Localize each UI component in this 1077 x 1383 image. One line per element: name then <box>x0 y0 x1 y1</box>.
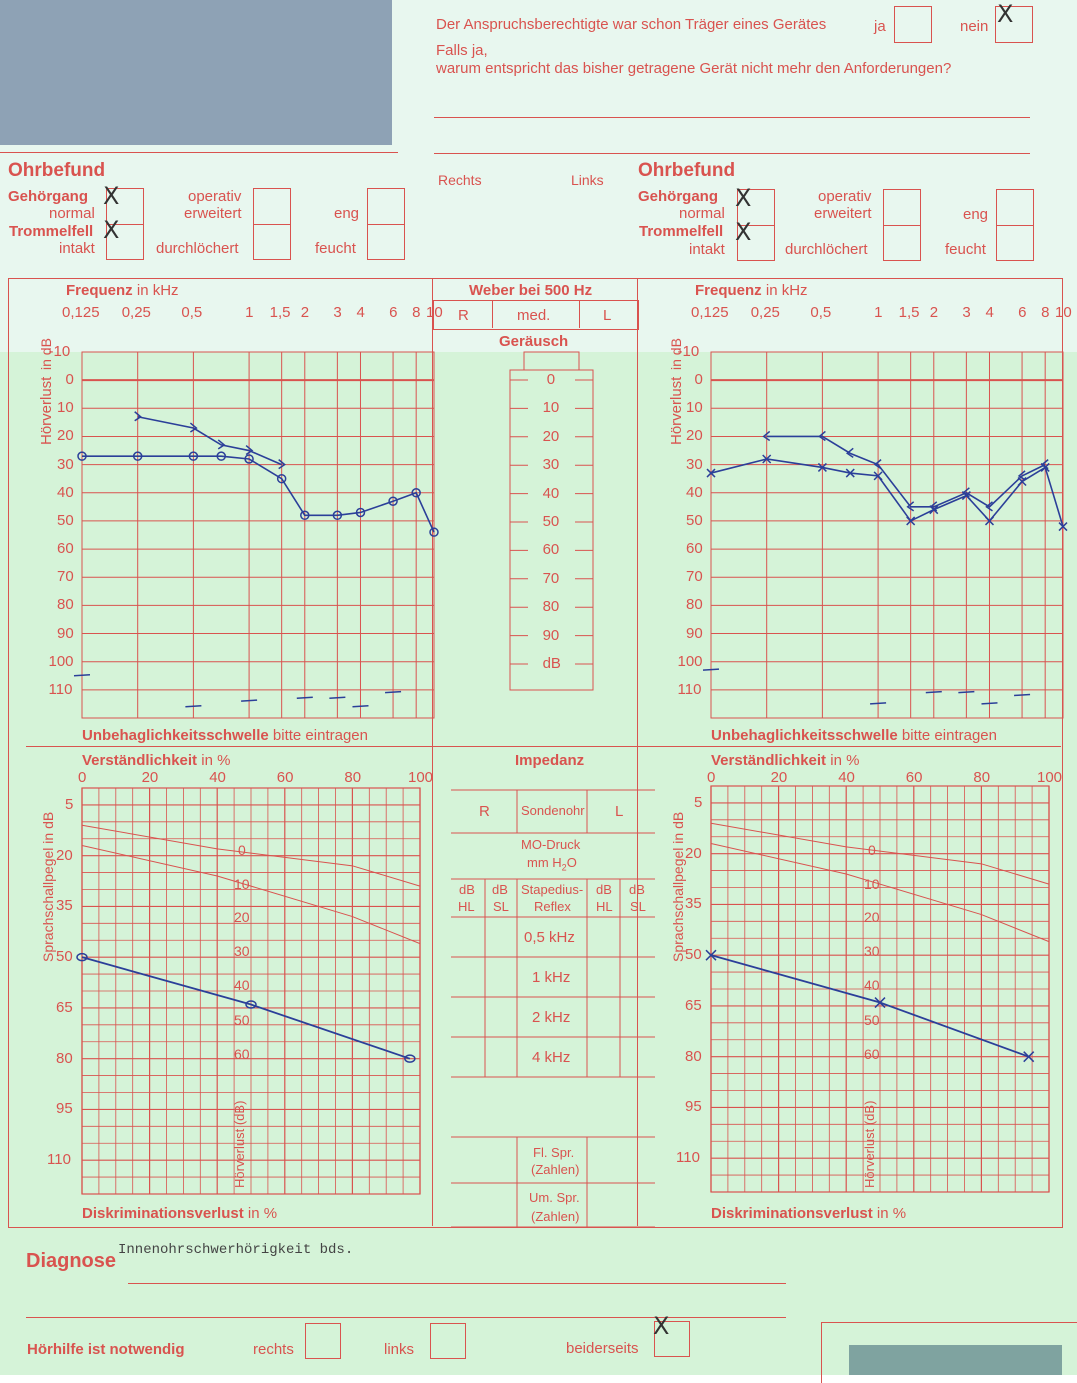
ubs-mark <box>981 703 997 704</box>
speech-x-tick: 20 <box>141 769 159 786</box>
db-header: dB <box>596 882 612 897</box>
hv-tick-label: 80 <box>57 596 74 614</box>
hv-curve-label: 10 <box>234 876 250 892</box>
diagnose-line-2[interactable] <box>26 1317 786 1318</box>
hv-tick-label: 40 <box>57 483 74 501</box>
ubs-mark <box>185 706 201 707</box>
in-db-label: in dB <box>668 338 684 370</box>
hv-tick-label: 70 <box>57 568 74 586</box>
freq-tick-label: 0,5 <box>181 304 203 321</box>
freq-tick-label: 1,5 <box>269 304 291 321</box>
gehoergang-label: Gehörgang <box>638 188 719 205</box>
hv-tick-label: 70 <box>686 568 703 586</box>
speech-x-tick: 60 <box>276 769 294 786</box>
audiogram-left-ear <box>703 352 1067 718</box>
speech-x-tick: 80 <box>344 769 362 786</box>
speech-y-tick: 65 <box>56 998 73 1016</box>
impedanz-sondenohr: Sondenohr <box>521 803 585 818</box>
ubs-mark <box>74 675 90 676</box>
unit-header: HL <box>458 899 475 914</box>
speech-x-tick: 80 <box>973 769 991 786</box>
hv-db-label: Hörverlust (dB) <box>862 1100 877 1188</box>
geraeusch-scale-label: 30 <box>542 456 560 474</box>
mm-h2o-label: mm $H_2O$ <box>527 855 577 873</box>
impedanz-title: Impedanz <box>515 752 585 769</box>
geraeusch-scale-label: dB <box>542 655 561 672</box>
prior-device-question: Der Anspruchsberechtigte war schon Träger eines Gerätes <box>436 16 827 33</box>
nein-label: nein <box>960 18 989 35</box>
eng-label: eng <box>963 206 989 223</box>
freq-tick-label: 1 <box>874 304 883 321</box>
hearing-curve <box>767 436 1045 506</box>
speech-title: Verständlichkeit in % <box>711 752 860 769</box>
operativ-label: operativ <box>188 188 242 205</box>
speech-y-tick: 80 <box>56 1049 73 1067</box>
speech-x-tick: 40 <box>209 769 226 786</box>
diagnose-text[interactable]: Innenohrschwerhörigkeit bds. <box>118 1242 354 1258</box>
erweitert-label: erweitert <box>814 205 872 222</box>
durchloechert-label: durchlöchert <box>156 240 239 257</box>
db-header: dB <box>492 882 508 897</box>
feucht-label: feucht <box>315 240 356 257</box>
speech-x-tick: 60 <box>905 769 923 786</box>
speech-y-tick: 35 <box>685 895 702 913</box>
reflex-freq-row: 1 kHz <box>532 969 571 986</box>
hv-tick-label: 50 <box>57 511 74 529</box>
signature-box <box>821 1322 1077 1383</box>
db-header: dB <box>629 882 645 897</box>
gehoergang-label: Gehörgang <box>8 188 89 205</box>
operativ-label: operativ <box>818 188 872 205</box>
speech-x-tick: 100 <box>1037 769 1063 786</box>
weber-med[interactable]: med. <box>517 307 551 324</box>
ubs-label: Unbehaglichkeitsschwelle bitte eintragen <box>711 727 997 744</box>
speech-x-tick: 100 <box>408 769 434 786</box>
freq-tick-label: 0,125 <box>691 304 729 321</box>
audiogram-frame <box>711 352 1063 718</box>
hoerverlust-axis-label: Hörverlust <box>668 376 685 445</box>
um-spr-label: Um. Spr. <box>529 1190 580 1205</box>
geraeusch-cap <box>524 352 579 370</box>
freq-title-r: Frequenz in kHz <box>66 282 179 299</box>
reflex-freq-row: 0,5 kHz <box>524 929 575 946</box>
freq-tick-label: 10 <box>1055 304 1072 321</box>
audiogram-frame <box>82 352 434 718</box>
speech-x-tick: 0 <box>707 769 716 786</box>
diagnose-label: Diagnose <box>26 1250 117 1272</box>
geraeusch-scale-label: 90 <box>542 626 560 644</box>
freq-tick-label: 0,25 <box>121 304 151 321</box>
hv-tick-label: 0 <box>694 371 703 389</box>
geraeusch-scale-label: 50 <box>542 513 560 530</box>
mo-druck-label: MO-Druck <box>521 837 581 852</box>
geraeusch-title: Geräusch <box>499 333 569 350</box>
speech-y-tick: 110 <box>47 1151 71 1169</box>
hv-tick-label: 30 <box>686 455 703 473</box>
geraeusch-scale-label: 0 <box>546 371 556 388</box>
hv-tick-label: 10 <box>686 399 703 417</box>
normal-check-mark: X <box>103 182 120 210</box>
hv-curve-label: 40 <box>864 977 880 993</box>
hv-curve-label: 50 <box>234 1012 250 1028</box>
hv-tick-label: 110 <box>677 680 702 698</box>
stapedius-label: Stapedius- <box>521 882 584 897</box>
hv-tick-label: 10 <box>57 399 74 417</box>
beiderseits-check-mark: X <box>653 1312 670 1340</box>
hoerhilfe-rechts-checkbox[interactable] <box>305 1323 341 1359</box>
ohrbefund-title: Ohrbefund <box>638 160 736 181</box>
reflex-freq-row: 4 kHz <box>532 1049 571 1066</box>
speech-y-tick: 20 <box>56 846 73 864</box>
weber-r[interactable]: R <box>458 307 469 324</box>
nein-check-mark: X <box>997 0 1014 28</box>
erweitert-label: erweitert <box>184 205 242 222</box>
speech-x-tick: 0 <box>78 769 87 786</box>
hoerverlust-axis-label: Hörverlust <box>38 376 55 445</box>
eng-label: eng <box>334 205 360 222</box>
ubs-mark <box>352 706 368 707</box>
hv-curve-label: 40 <box>234 977 250 993</box>
freq-tick-label: 1,5 <box>898 304 920 321</box>
freq-tick-label: 3 <box>962 304 971 321</box>
geraeusch-scale-label: 60 <box>542 541 560 559</box>
ubs-mark <box>958 692 974 693</box>
ubs-mark <box>926 692 942 693</box>
hv-tick-label: 0 <box>65 371 74 389</box>
hv-curve-label: 30 <box>864 943 880 959</box>
unit-header: HL <box>596 899 613 914</box>
hv-curve-label: 10 <box>864 876 880 892</box>
ubs-mark <box>385 692 401 693</box>
audiogram-right-ear <box>74 352 438 718</box>
normal-label: normal <box>49 205 95 222</box>
zahlen-label: (Zahlen) <box>531 1209 580 1224</box>
freq-tick-label: 4 <box>356 304 365 321</box>
freq-tick-label: 2 <box>300 304 310 321</box>
speech-x-tick: 40 <box>838 769 855 786</box>
diagnose-line-1[interactable] <box>128 1283 786 1284</box>
hv-tick-label: 100 <box>677 652 703 670</box>
ubs-label: Unbehaglichkeitsschwelle bitte eintragen <box>82 727 368 744</box>
speech-y-axis-label: Sprachschallpegel in dB <box>670 811 686 962</box>
hv-curve-label: 60 <box>234 1046 250 1062</box>
hv-curve-label: 20 <box>864 909 880 925</box>
speech-x-tick: 20 <box>770 769 788 786</box>
intakt-label: intakt <box>689 241 725 258</box>
hoerhilfe-links-label: links <box>384 1341 415 1358</box>
hv-tick-label: 50 <box>686 511 703 529</box>
reason-question: warum entspricht das bisher getragene Gerät nicht mehr den Anforderungen? <box>436 60 952 77</box>
geraeusch-scale-label: 70 <box>542 569 560 587</box>
hv-tick-label: 110 <box>48 680 73 698</box>
hv-tick-label: 90 <box>57 624 74 642</box>
trommelfell-label: Trommelfell <box>639 223 724 240</box>
freq-tick-label: 8 <box>412 304 421 321</box>
hv-tick-label: -10 <box>677 343 700 360</box>
durchloechert-label: durchlöchert <box>785 241 868 258</box>
discrimination-label: Diskriminationsverlust in % <box>711 1205 907 1222</box>
hv-curve-label: 60 <box>864 1046 880 1062</box>
impedanz-l: L <box>615 803 624 820</box>
freq-tick-label: 0,125 <box>62 304 100 321</box>
reflex-label: Reflex <box>534 899 571 914</box>
geraeusch-scale-label: 20 <box>542 427 560 445</box>
speech-title: Verständlichkeit in % <box>82 752 231 769</box>
freq-tick-label: 0,5 <box>810 304 832 321</box>
normal-label: normal <box>679 205 725 222</box>
intakt-check-mark: X <box>735 218 752 246</box>
freq-tick-label: 0,25 <box>750 304 780 321</box>
hv-db-label: Hörverlust (dB) <box>232 1100 247 1188</box>
speech-y-tick: 95 <box>685 1098 702 1116</box>
freq-tick-label: 1 <box>245 304 254 321</box>
ubs-mark <box>297 697 313 698</box>
speech-y-axis-label: Sprachschallpegel in dB <box>40 811 56 962</box>
freq-tick-label: 6 <box>1018 304 1027 321</box>
geraeusch-scale-label: 80 <box>542 598 560 616</box>
rechts-column-label: Rechts <box>438 172 482 188</box>
speech-y-tick: 5 <box>65 795 74 813</box>
ubs-mark <box>241 700 257 701</box>
weber-title: Weber bei 500 Hz <box>469 282 593 299</box>
hoerhilfe-label: Hörhilfe ist notwendig <box>27 1341 185 1358</box>
hv-tick-label: 40 <box>686 483 703 501</box>
hv-tick-label: 30 <box>57 455 74 473</box>
discrimination-label: Diskriminationsverlust in % <box>82 1205 278 1222</box>
falls-ja-label: Falls ja, <box>436 42 488 59</box>
speech-y-tick: 35 <box>56 897 73 915</box>
hoerhilfe-links-checkbox[interactable] <box>430 1323 466 1359</box>
ubs-mark <box>1014 694 1030 695</box>
geraeusch-scale-label: 10 <box>542 399 560 417</box>
ja-label: ja <box>874 18 886 35</box>
in-db-label: in dB <box>38 338 54 370</box>
unit-header: SL <box>493 899 509 914</box>
hearing-curve <box>138 417 282 465</box>
geraeusch-scale-label: 40 <box>542 484 560 502</box>
hv-tick-label: 60 <box>57 540 74 558</box>
hv-curve-label: 30 <box>234 943 250 959</box>
normal-check-mark: X <box>735 184 752 212</box>
hv-curve-label: 20 <box>234 909 250 925</box>
ubs-mark <box>703 669 719 670</box>
freq-tick-label: 2 <box>929 304 939 321</box>
hv-curve-label: 0 <box>868 842 876 858</box>
hv-tick-label: 100 <box>48 652 74 670</box>
hv-tick-label: 20 <box>686 427 703 445</box>
hv-tick-label: 90 <box>686 624 703 642</box>
weber-l[interactable]: L <box>603 307 612 324</box>
freq-tick-label: 3 <box>333 304 342 321</box>
db-header: dB <box>459 882 475 897</box>
speech-y-tick: 5 <box>694 793 703 811</box>
speech-y-tick: 50 <box>56 948 73 966</box>
unit-header: SL <box>630 899 646 914</box>
zahlen-label: (Zahlen) <box>531 1162 580 1177</box>
freq-tick-label: 4 <box>985 304 994 321</box>
impedanz-r: R <box>479 803 490 820</box>
reflex-freq-row: 2 kHz <box>532 1009 571 1026</box>
hv-tick-label: 20 <box>57 427 74 445</box>
feucht-label: feucht <box>945 241 986 258</box>
fl-spr-label: Fl. Spr. <box>533 1145 575 1160</box>
ohrbefund-title: Ohrbefund <box>8 160 106 181</box>
hv-tick-label: 60 <box>686 540 703 558</box>
speech-y-tick: 65 <box>685 996 702 1014</box>
ubs-mark <box>329 697 345 698</box>
hv-tick-label: -10 <box>48 343 71 360</box>
ubs-mark <box>870 703 886 704</box>
hoerhilfe-beiderseits-label: beiderseits <box>566 1340 639 1357</box>
speech-y-tick: 110 <box>676 1149 700 1167</box>
hv-tick-label: 80 <box>686 596 703 614</box>
speech-y-tick: 95 <box>56 1100 73 1118</box>
speech-y-tick: 20 <box>685 844 702 862</box>
intakt-label: intakt <box>59 240 95 257</box>
freq-title-l: Frequenz in kHz <box>695 282 808 299</box>
links-column-label: Links <box>571 172 604 188</box>
hv-curve-label: 50 <box>864 1012 880 1028</box>
freq-tick-label: 8 <box>1041 304 1050 321</box>
freq-tick-label: 6 <box>389 304 398 321</box>
hv-curve-label: 0 <box>238 842 246 858</box>
speech-y-tick: 50 <box>685 946 702 964</box>
hoerhilfe-rechts-label: rechts <box>253 1341 294 1358</box>
intakt-check-mark: X <box>103 216 120 244</box>
freq-tick-label: 10 <box>426 304 443 321</box>
trommelfell-label: Trommelfell <box>9 223 94 240</box>
speech-y-tick: 80 <box>685 1047 702 1065</box>
